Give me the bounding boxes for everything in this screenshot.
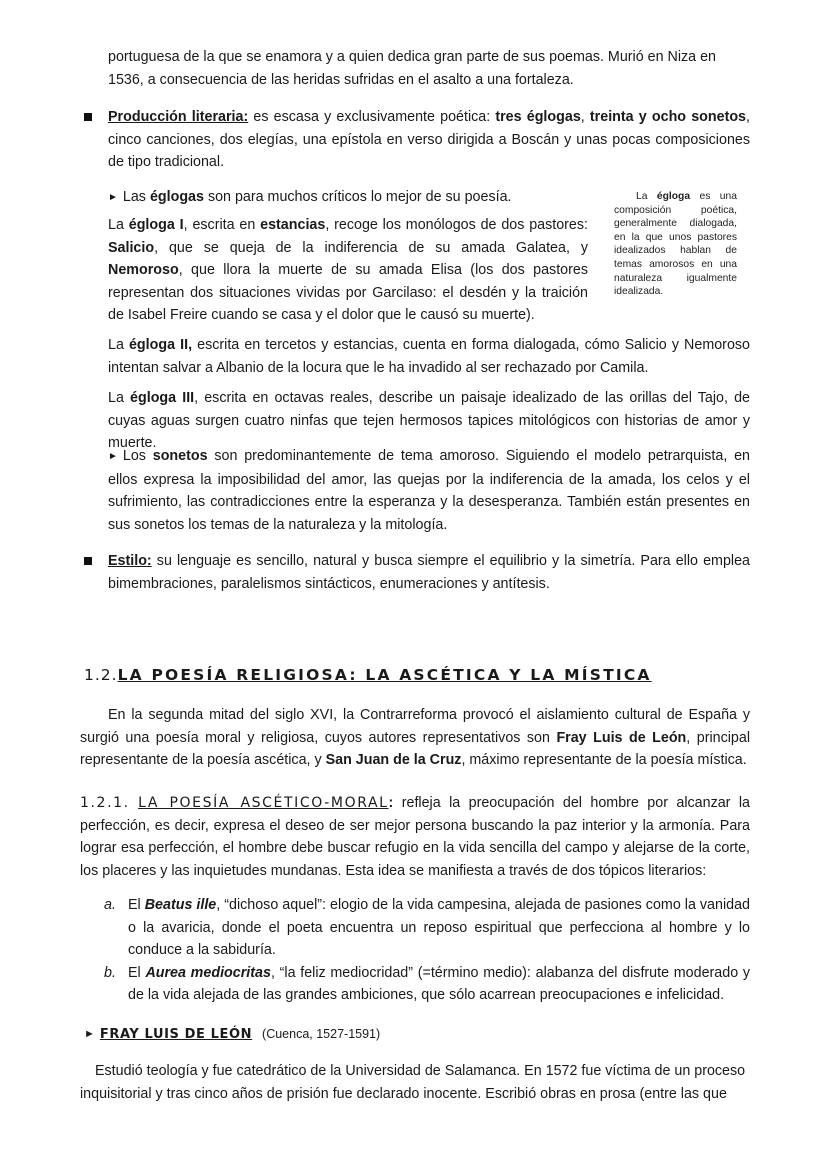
eglogas-intro: ► Las églogas son para muchos críticos lo mejor de su poesía.: [108, 189, 512, 205]
sonetos-paragraph: ► Los sonetos son predominantemente de tema amoroso. Siguiendo el modelo petrarquista, en ellos expresa la imposibilidad del amor, las quejas por la indiferencia de la amada, los celos y el sufrimiento, las contradicciones entre la esperanza y la desesperanza. También están presentes en sus sonetos los temas de la naturaleza y la mitología.: [108, 448, 750, 533]
estilo-paragraph: Estilo: su lenguaje es sencillo, natural y busca siempre el equilibrio y la simetría. Para ello emplea bimembraciones, paralelismos sintácticos, enumeraciones y antítesis.: [108, 553, 750, 592]
produccion-label: Producción literaria:: [108, 109, 249, 125]
list-item: b. El Aurea mediocritas, “la feliz mediocridad” (=término medio): alabanza del disfrute moderado y de la vida alejada de las grandes ambiciones, que sólo acarrean preocupaciones e infelicidad.: [80, 962, 750, 1007]
estilo-label: Estilo:: [108, 553, 152, 569]
author-bio-paragraph: [80, 1060, 750, 1105]
intro-line-2: 1536, a consecuencia de las heridas sufridas en el asalto a una fortaleza.: [108, 71, 574, 88]
square-bullet-icon: [84, 557, 92, 565]
list-item-label: b.: [104, 964, 116, 981]
egloga-2-paragraph: La égloga II, escrita en tercetos y estancias, cuenta en forma dialogada, cómo Salicio y Nemoroso intentan salvar a Albanio de la locura que le ha invadido al ser rechazado por Camila.: [108, 337, 750, 376]
author-heading: [84, 1022, 380, 1046]
triangle-bullet-icon: ►: [84, 1028, 95, 1040]
section-title: LA POESÍA RELIGIOSA: LA ASCÉTICA Y LA MÍSTICA: [117, 666, 652, 684]
author-bio-line-1: Estudió teología y fue catedrático de la Universidad de Salamanca. En 1572 fue víctima de un proceso: [95, 1063, 746, 1079]
author-bio-line-2: inquisitorial y tras cinco años de prisión fue declarado inocente. Escribió obras en prosa (entre las que: [80, 1085, 727, 1102]
side-note: La égloga es una composición poética, generalmente dialogada, en la que unos pastores idealizados hablan de temas amorosos en una naturaleza igualmente idealizada.: [614, 191, 737, 298]
intro-line-1: portuguesa de la que se enamora y a quien dedica gran parte de sus poemas. Murió en Niza en: [108, 49, 717, 65]
subsection-paragraph: 1.2.1. LA POESÍA ASCÉTICO-MORAL: refleja la preocupación del hombre por alcanzar la perfección, es decir, expresa el deseo de ser mejor persona buscando la paz interior y la armonía. Para lograr esa perfección, el hombre debe buscar refugio en la vida sencilla del campo y alejarse de la corte, los placeres y las inquietudes mundanas. Esta idea se manifiesta a través de dos tópicos literarios:: [80, 795, 750, 879]
list-item-label: a.: [104, 897, 116, 913]
author-name: FRAY LUIS DE LEÓN: [99, 1027, 253, 1042]
produccion-paragraph: Producción literaria: es escasa y exclusivamente poética: tres églogas, treinta y ocho sonetos, cinco canciones, dos elegías, una epístola en verso dirigida a Boscán y unas pocas composiciones de tipo tradicional.: [108, 109, 750, 171]
triangle-bullet-icon: ►: [108, 451, 118, 462]
topicos-list: [80, 894, 750, 1007]
list-item: a. El Beatus ille, “dichoso aquel”: elogio de la vida campesina, alejada de pasiones como la vanidad o la avaricia, donde el poeta encuentra un reposo espiritual que perfecciona al hombre y lo conduce a la sabiduría.: [80, 894, 750, 962]
section-intro-paragraph: En la segunda mitad del siglo XVI, la Contrarreforma provocó el aislamiento cultural de España y surgió una poesía moral y religiosa, cuyos autores representativos son Fray Luis de León, principal representante de la poesía ascética, y San Juan de la Cruz, máximo representante de la poesía mística.: [80, 707, 750, 769]
subsection-title: LA POESÍA ASCÉTICO-MORAL: [138, 795, 389, 811]
author-dates: (Cuenca, 1527-1591): [262, 1027, 381, 1041]
square-bullet-icon: [84, 113, 92, 121]
egloga-1-paragraph: La égloga I, escrita en estancias, recoge los monólogos de dos pastores: Salicio, que se queja de la indiferencia de su amada Galatea, y Nemoroso, que llora la muerte de su amada Elisa (los dos pastores representan dos situaciones vividas por Garcilaso: el desdén y la traición de Isabel Freire cuando se casa y el dolor que le causó su muerte).: [108, 217, 589, 324]
intro-paragraph: [108, 46, 750, 91]
subsection-number: 1.2.1.: [80, 795, 130, 811]
egloga-3-paragraph: La égloga III, escrita en octavas reales, describe un paisaje idealizado de las orillas del Tajo, de cuyas aguas surgen cuatro ninfas que tejen hermosos tapices mitológicos con historias de amor y muerte.: [108, 390, 751, 452]
section-heading: [84, 666, 652, 684]
triangle-bullet-icon: ►: [108, 192, 118, 203]
section-number: 1.2.: [84, 666, 118, 684]
